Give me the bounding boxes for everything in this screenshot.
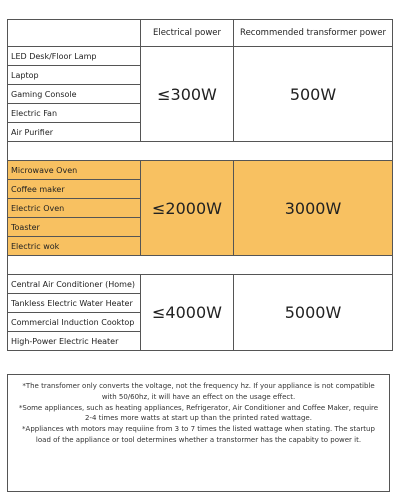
power-table: [7, 19, 393, 351]
power-value-cell: ≤2000W: [141, 161, 234, 256]
note-startup-watts: *Some appliances, such as heating appliances, Refrigerator, Air Conditioner and Coffee Maker, require 2-4 times more watts at start up than the printed rated wattage.: [18, 403, 379, 423]
power-value-cell: ≤4000W: [141, 275, 234, 351]
power-table-container: [7, 19, 392, 351]
spacer-cell: [8, 256, 393, 275]
appliance-cell: Air Purifier: [8, 123, 141, 142]
appliance-cell: Commercial Induction Cooktop: [8, 313, 141, 332]
appliance-cell: Tankless Electric Water Heater: [8, 294, 141, 313]
table-row: [8, 161, 393, 180]
appliance-cell: Electric Oven: [8, 199, 141, 218]
appliance-cell: Electric Fan: [8, 104, 141, 123]
appliance-cell: Laptop: [8, 66, 141, 85]
usage-notes: [7, 374, 390, 492]
appliance-cell: Toaster: [8, 218, 141, 237]
table-row: [8, 47, 393, 66]
table-row: [8, 275, 393, 294]
power-value-cell: ≤300W: [141, 47, 234, 142]
appliance-cell: Electric wok: [8, 237, 141, 256]
header-row: [8, 20, 393, 47]
appliance-cell: High-Power Electric Heater: [8, 332, 141, 351]
header-recommended-transformer: Recommended transformer power: [234, 20, 393, 47]
appliance-cell: Coffee maker: [8, 180, 141, 199]
appliance-cell: LED Desk/Floor Lamp: [8, 47, 141, 66]
header-electrical-power: Electrical power: [141, 20, 234, 47]
transformer-value-cell: 500W: [234, 47, 393, 142]
transformer-value-cell: 5000W: [234, 275, 393, 351]
spacer-row: [8, 256, 393, 275]
header-blank: [8, 20, 141, 47]
appliance-cell: Microwave Oven: [8, 161, 141, 180]
note-frequency: *The transfomer only converts the voltage, not the frequency hz. If your appliance is not compatible with 50/60hz, it will have an effect on the usage effect.: [22, 382, 375, 401]
spacer-row: [8, 142, 393, 161]
transformer-value-cell: 3000W: [234, 161, 393, 256]
note-motor-load: *Appliances wth motors may requiine from 3 to 7 times the listed wattage when stating. The startup load of the appliance or tool determines whether a transtormer has the capabity to power it.: [22, 425, 375, 444]
appliance-cell: Central Air Conditioner (Home): [8, 275, 141, 294]
spacer-cell: [8, 142, 393, 161]
appliance-cell: Gaming Console: [8, 85, 141, 104]
